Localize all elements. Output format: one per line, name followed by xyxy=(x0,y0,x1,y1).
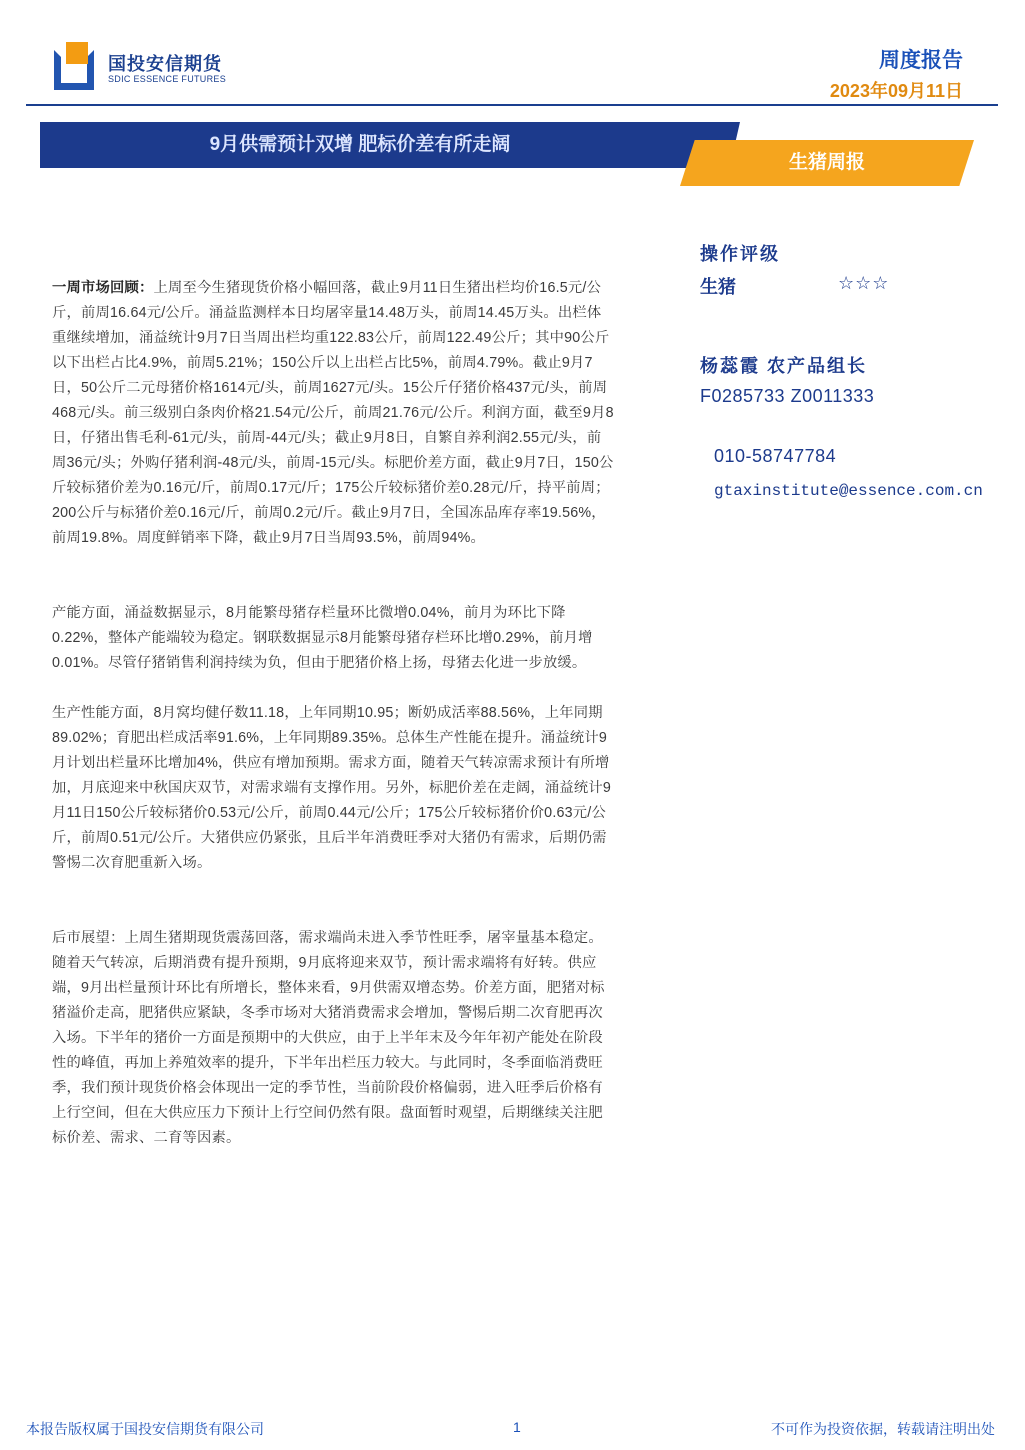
paragraph-capacity: 产能方面，涌益数据显示，8月能繁母猪存栏量环比微增0.04%，前月为环比下降0.22%，整体产能端较为稳定。钢联数据显示8月能繁母猪存栏环比增0.29%，前月增0.01%。尽管仔猪销售利润持续为负，但由于肥猪价格上扬，母猪去化进一步放缓。 xyxy=(52,605,593,671)
report-title: 9月供需预计双增 肥标价差有所走阔 xyxy=(209,134,511,155)
page-number: 1 xyxy=(513,1419,521,1435)
paragraph-lead: 一周市场回顾： xyxy=(52,280,154,296)
paragraph-text: 上周至今生猪现货价格小幅回落，截止9月11日生猪出栏均价16.5元/公斤，前周16.64元/公斤。涌益监测样本日均屠宰量14.48万头，前周14.45万头。出栏体重继续增加，涌益统计9月7日当周出栏均重122.83公斤，前周122.49公斤；其中90公斤以下出栏占比4.9%，前周5.21%；150公斤以上出栏占比5%，前周4.79%。截止9月7日，50公斤二元母猪价格1614元/头，前周1627元/头。15公斤仔猪价格437元/头，前周468元/头。前三级别白条肉价格21.54元/公斤，前周21.76元/公斤。利润方面，截至9月8日，仔猪出售毛利-61元/头，前周-44元/头；截止9月8日，自繁自养利润2.55元/头，前周36元/头；外购仔猪利润-48元/头，前周-15元/头。标肥价差方面，截止9月7日，150公斤较标猪价差为0.16元/斤，前周0.17元/斤；175公斤较标猪价差0.28元/斤，持平前周；200公斤与标猪价差0.16元/斤，前周0.2元/斤。截止9月7日，全国冻品库存率19.56%，前周19.8%。周度鲜销率下降，截止9月7日当周93.5%，前周94%。 xyxy=(52,280,614,546)
analyst-license: F0285733 Z0011333 xyxy=(700,386,875,406)
logo-company-name: 国投安信期货 xyxy=(108,54,222,74)
contact-email[interactable]: gtaxinstitute@essence.com.cn xyxy=(714,482,983,500)
contact-phone: 010-58747784 xyxy=(714,446,837,466)
report-body xyxy=(52,276,614,1151)
footer-copyright: 本报告版权属于国投安信期货有限公司 xyxy=(26,1421,264,1437)
rating-stars-icon: ☆☆☆ xyxy=(838,273,890,293)
analyst-name: 杨蕊霞 农产品组长 xyxy=(700,356,868,376)
rating-heading: 操作评级 xyxy=(700,244,780,264)
report-type: 周度报告 xyxy=(879,49,963,72)
rating-row xyxy=(700,273,940,299)
paragraph-market-review xyxy=(52,276,614,551)
footer-disclaimer: 不可作为投资依据，转载请注明出处 xyxy=(771,1421,995,1437)
logo-company-name-en: SDIC ESSENCE FUTURES xyxy=(108,74,227,84)
paragraph-production: 生产性能方面，8月窝均健仔数11.18，上年同期10.95；断奶成活率88.56%，上年同期89.02%；育肥出栏成活率91.6%，上年同期89.35%。总体生产性能在提升。涌益统计9月计划出栏量环比增加4%，供应有增加预期。需求方面，随着天气转凉需求预计有所增加，月底迎来中秋国庆双节，对需求端有支撑作用。另外，标肥价差在走阔，涌益统计9月11日150公斤较标猪价0.53元/公斤，前周0.44元/公斤；175公斤较标猪价价0.63元/公斤，前周0.51元/公斤。大猪供应仍紧张，且后半年消费旺季对大猪仍有需求，后期仍需警惕二次育肥重新入场。 xyxy=(52,705,612,871)
report-date: 2023年09月11日 xyxy=(829,81,963,101)
category-tag: 生猪周报 xyxy=(788,152,865,173)
logo-square-shape xyxy=(66,42,88,64)
header-divider xyxy=(26,104,998,106)
rating-item: 生猪 xyxy=(700,277,736,297)
company-logo-icon xyxy=(54,42,100,84)
paragraph-outlook: 后市展望：上周生猪期现货震荡回落，需求端尚未进入季节性旺季，屠宰量基本稳定。随着天气转凉，后期消费有提升预期，9月底将迎来双节，预计需求端将有好转。供应端，9月出栏量预计环比有所增长，整体来看，9月供需双增态势。价差方面，肥猪对标猪溢价走高，肥猪供应紧缺，冬季市场对大猪消费需求会增加，警惕后期二次育肥再次入场。下半年的猪价一方面是预期中的大供应，由于上半年末及今年年初产能处在阶段性的峰值，再加上养殖效率的提升，下半年出栏压力较大。与此同时，冬季面临消费旺季，我们预计现货价格会体现出一定的季节性，当前阶段价格偏弱，进入旺季后价格有上行空间，但在大供应压力下预计上行空间仍然有限。盘面暂时观望，后期继续关注肥标价差、需求、二育等因素。 xyxy=(52,930,605,1146)
